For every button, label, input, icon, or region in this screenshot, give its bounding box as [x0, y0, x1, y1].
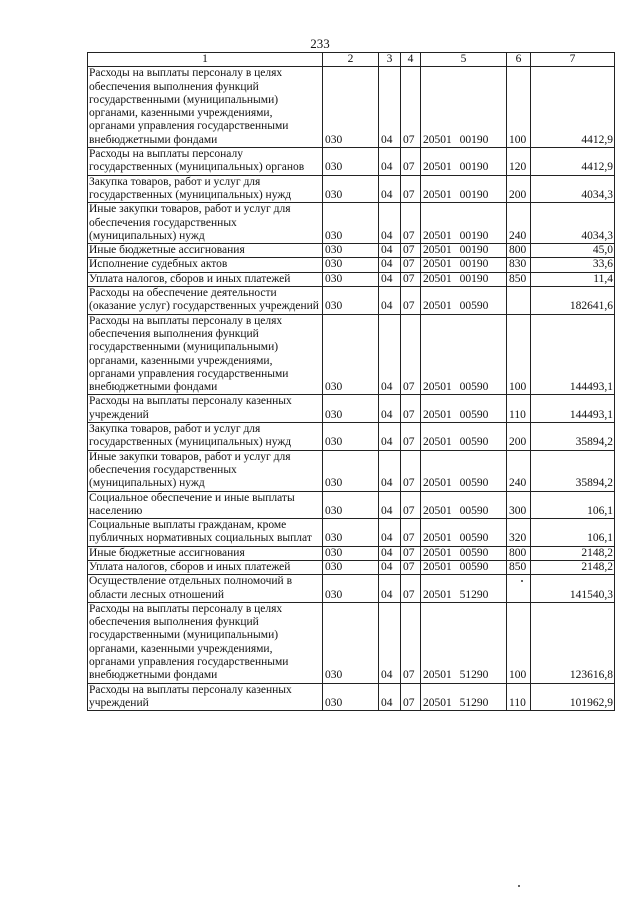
row-amount-cell: 4412,9	[531, 67, 615, 148]
row-target-cell: 20501 51290	[421, 602, 507, 683]
row-subsection-cell: 07	[401, 258, 421, 272]
row-section-cell: 04	[379, 148, 401, 176]
row-code-cell: 030	[323, 602, 379, 683]
row-name-cell: Уплата налогов, сборов и иных платежей	[88, 272, 323, 286]
row-type-cell: 110	[507, 395, 531, 423]
row-section-cell: 04	[379, 175, 401, 203]
row-subsection-cell: 07	[401, 244, 421, 258]
table-row	[88, 258, 615, 272]
row-name-cell: Социальное обеспечение и иные выплаты населению	[88, 491, 323, 519]
row-type-cell: 200	[507, 423, 531, 451]
row-amount-cell: 144493,1	[531, 314, 615, 395]
table-row	[88, 602, 615, 683]
row-target-cell: 20501 00590	[421, 287, 507, 315]
row-section-cell: 04	[379, 491, 401, 519]
row-target-cell: 20501 00190	[421, 175, 507, 203]
row-amount-cell: 2148,2	[531, 546, 615, 560]
row-code-cell: 030	[323, 491, 379, 519]
row-type-cell: 120	[507, 148, 531, 176]
row-section-cell: 04	[379, 258, 401, 272]
table-row	[88, 67, 615, 148]
row-target-cell: 20501 00590	[421, 491, 507, 519]
header-cell: 3	[379, 53, 401, 67]
row-code-cell: 030	[323, 175, 379, 203]
row-target-cell: 20501 00190	[421, 148, 507, 176]
row-code-cell: 030	[323, 450, 379, 491]
row-section-cell: 04	[379, 67, 401, 148]
row-subsection-cell: 07	[401, 602, 421, 683]
row-target-cell: 20501 00190	[421, 244, 507, 258]
row-code-cell: 030	[323, 519, 379, 547]
row-subsection-cell: 07	[401, 67, 421, 148]
row-target-cell: 20501 00190	[421, 67, 507, 148]
row-section-cell: 04	[379, 203, 401, 244]
row-amount-cell: 144493,1	[531, 395, 615, 423]
header-cell: 2	[323, 53, 379, 67]
table-row	[88, 175, 615, 203]
row-amount-cell: 106,1	[531, 519, 615, 547]
row-amount-cell: 35894,2	[531, 423, 615, 451]
header-cell: 4	[401, 53, 421, 67]
row-subsection-cell: 07	[401, 395, 421, 423]
row-subsection-cell: 07	[401, 272, 421, 286]
table-row	[88, 244, 615, 258]
row-name-cell: Иные закупки товаров, работ и услуг для обеспечения государственных (муниципальных) нужд	[88, 450, 323, 491]
row-target-cell: 20501 00190	[421, 272, 507, 286]
row-target-cell: 20501 00590	[421, 395, 507, 423]
row-name-cell: Уплата налогов, сборов и иных платежей	[88, 560, 323, 574]
row-section-cell: 04	[379, 575, 401, 603]
row-type-cell: 100	[507, 67, 531, 148]
row-type-cell: 100	[507, 314, 531, 395]
row-subsection-cell: 07	[401, 560, 421, 574]
table-row	[88, 575, 615, 603]
table-row	[88, 203, 615, 244]
row-name-cell: Осуществление отдельных полномочий в области лесных отношений	[88, 575, 323, 603]
row-type-cell	[507, 575, 531, 603]
row-code-cell: 030	[323, 287, 379, 315]
row-name-cell: Расходы на выплаты персоналу казенных учреждений	[88, 395, 323, 423]
row-section-cell: 04	[379, 287, 401, 315]
row-code-cell: 030	[323, 423, 379, 451]
row-name-cell: Расходы на выплаты персоналу в целях обеспечения выполнения функций государственными (муниципальными) органами, казенными учреждениями, органами управления государственными внебюджетными фондами	[88, 67, 323, 148]
row-name-cell: Иные закупки товаров, работ и услуг для обеспечения государственных (муниципальных) нужд	[88, 203, 323, 244]
header-cell: 6	[507, 53, 531, 67]
row-subsection-cell: 07	[401, 450, 421, 491]
row-amount-cell: 123616,8	[531, 602, 615, 683]
table-row	[88, 491, 615, 519]
row-subsection-cell: 07	[401, 683, 421, 711]
row-section-cell: 04	[379, 560, 401, 574]
row-amount-cell: 4412,9	[531, 148, 615, 176]
row-section-cell: 04	[379, 395, 401, 423]
table-row	[88, 395, 615, 423]
row-amount-cell: 11,4	[531, 272, 615, 286]
row-section-cell: 04	[379, 423, 401, 451]
row-type-cell: 240	[507, 450, 531, 491]
row-type-cell: 850	[507, 272, 531, 286]
row-type-cell: 320	[507, 519, 531, 547]
row-target-cell: 20501 00590	[421, 546, 507, 560]
scan-speck	[521, 580, 523, 582]
row-amount-cell: 35894,2	[531, 450, 615, 491]
row-code-cell: 030	[323, 546, 379, 560]
row-section-cell: 04	[379, 602, 401, 683]
row-code-cell: 030	[323, 272, 379, 286]
row-code-cell: 030	[323, 575, 379, 603]
row-name-cell: Расходы на выплаты персоналу казенных учреждений	[88, 683, 323, 711]
row-code-cell: 030	[323, 244, 379, 258]
row-amount-cell: 2148,2	[531, 560, 615, 574]
row-subsection-cell: 07	[401, 314, 421, 395]
row-code-cell: 030	[323, 560, 379, 574]
row-target-cell: 20501 00590	[421, 314, 507, 395]
budget-table	[87, 52, 615, 711]
row-name-cell: Закупка товаров, работ и услуг для государственных (муниципальных) нужд	[88, 175, 323, 203]
row-target-cell: 20501 51290	[421, 575, 507, 603]
row-type-cell: 240	[507, 203, 531, 244]
row-target-cell: 20501 00590	[421, 519, 507, 547]
row-amount-cell: 106,1	[531, 491, 615, 519]
row-target-cell: 20501 00590	[421, 423, 507, 451]
row-section-cell: 04	[379, 244, 401, 258]
table-row	[88, 560, 615, 574]
header-row	[88, 53, 615, 67]
row-amount-cell: 4034,3	[531, 203, 615, 244]
row-amount-cell: 182641,6	[531, 287, 615, 315]
row-name-cell: Иные бюджетные ассигнования	[88, 546, 323, 560]
header-cell: 5	[421, 53, 507, 67]
row-target-cell: 20501 00590	[421, 450, 507, 491]
row-name-cell: Иные бюджетные ассигнования	[88, 244, 323, 258]
row-target-cell: 20501 00590	[421, 560, 507, 574]
table-row	[88, 272, 615, 286]
row-code-cell: 030	[323, 203, 379, 244]
row-amount-cell: 141540,3	[531, 575, 615, 603]
row-code-cell: 030	[323, 395, 379, 423]
table-row	[88, 287, 615, 315]
table-row	[88, 450, 615, 491]
row-target-cell: 20501 51290	[421, 683, 507, 711]
row-section-cell: 04	[379, 519, 401, 547]
row-name-cell: Расходы на обеспечение деятельности (оказание услуг) государственных учреждений	[88, 287, 323, 315]
row-section-cell: 04	[379, 314, 401, 395]
row-subsection-cell: 07	[401, 423, 421, 451]
row-code-cell: 030	[323, 67, 379, 148]
row-target-cell: 20501 00190	[421, 203, 507, 244]
row-name-cell: Расходы на выплаты персоналу в целях обеспечения выполнения функций государственными (муниципальными) органами, казенными учреждениями, органами управления государственными внебюджетными фондами	[88, 314, 323, 395]
row-type-cell	[507, 287, 531, 315]
row-name-cell: Закупка товаров, работ и услуг для государственных (муниципальных) нужд	[88, 423, 323, 451]
row-type-cell: 800	[507, 244, 531, 258]
table-row	[88, 546, 615, 560]
row-type-cell: 800	[507, 546, 531, 560]
row-subsection-cell: 07	[401, 148, 421, 176]
row-type-cell: 850	[507, 560, 531, 574]
row-code-cell: 030	[323, 683, 379, 711]
row-subsection-cell: 07	[401, 575, 421, 603]
header-cell: 1	[88, 53, 323, 67]
page-number: 233	[310, 36, 330, 51]
row-subsection-cell: 07	[401, 203, 421, 244]
row-section-cell: 04	[379, 546, 401, 560]
row-subsection-cell: 07	[401, 175, 421, 203]
row-target-cell: 20501 00190	[421, 258, 507, 272]
table-row	[88, 683, 615, 711]
row-type-cell: 100	[507, 602, 531, 683]
row-amount-cell: 101962,9	[531, 683, 615, 711]
table-row	[88, 148, 615, 176]
row-name-cell: Социальные выплаты гражданам, кроме публичных нормативных социальных выплат	[88, 519, 323, 547]
row-section-cell: 04	[379, 450, 401, 491]
table-row	[88, 519, 615, 547]
row-subsection-cell: 07	[401, 287, 421, 315]
row-name-cell: Расходы на выплаты персоналу государственных (муниципальных) органов	[88, 148, 323, 176]
row-amount-cell: 33,6	[531, 258, 615, 272]
row-type-cell: 110	[507, 683, 531, 711]
row-type-cell: 300	[507, 491, 531, 519]
row-subsection-cell: 07	[401, 546, 421, 560]
table-row	[88, 423, 615, 451]
row-type-cell: 200	[507, 175, 531, 203]
row-name-cell: Исполнение судебных актов	[88, 258, 323, 272]
row-code-cell: 030	[323, 258, 379, 272]
row-section-cell: 04	[379, 683, 401, 711]
row-name-cell: Расходы на выплаты персоналу в целях обеспечения выполнения функций государственными (муниципальными) органами, казенными учреждениями, органами управления государственными внебюджетными фондами	[88, 602, 323, 683]
row-code-cell: 030	[323, 314, 379, 395]
scan-speck	[518, 885, 520, 887]
row-subsection-cell: 07	[401, 519, 421, 547]
row-type-cell: 830	[507, 258, 531, 272]
header-cell: 7	[531, 53, 615, 67]
table-row	[88, 314, 615, 395]
row-amount-cell: 4034,3	[531, 175, 615, 203]
row-subsection-cell: 07	[401, 491, 421, 519]
row-amount-cell: 45,0	[531, 244, 615, 258]
row-section-cell: 04	[379, 272, 401, 286]
row-code-cell: 030	[323, 148, 379, 176]
